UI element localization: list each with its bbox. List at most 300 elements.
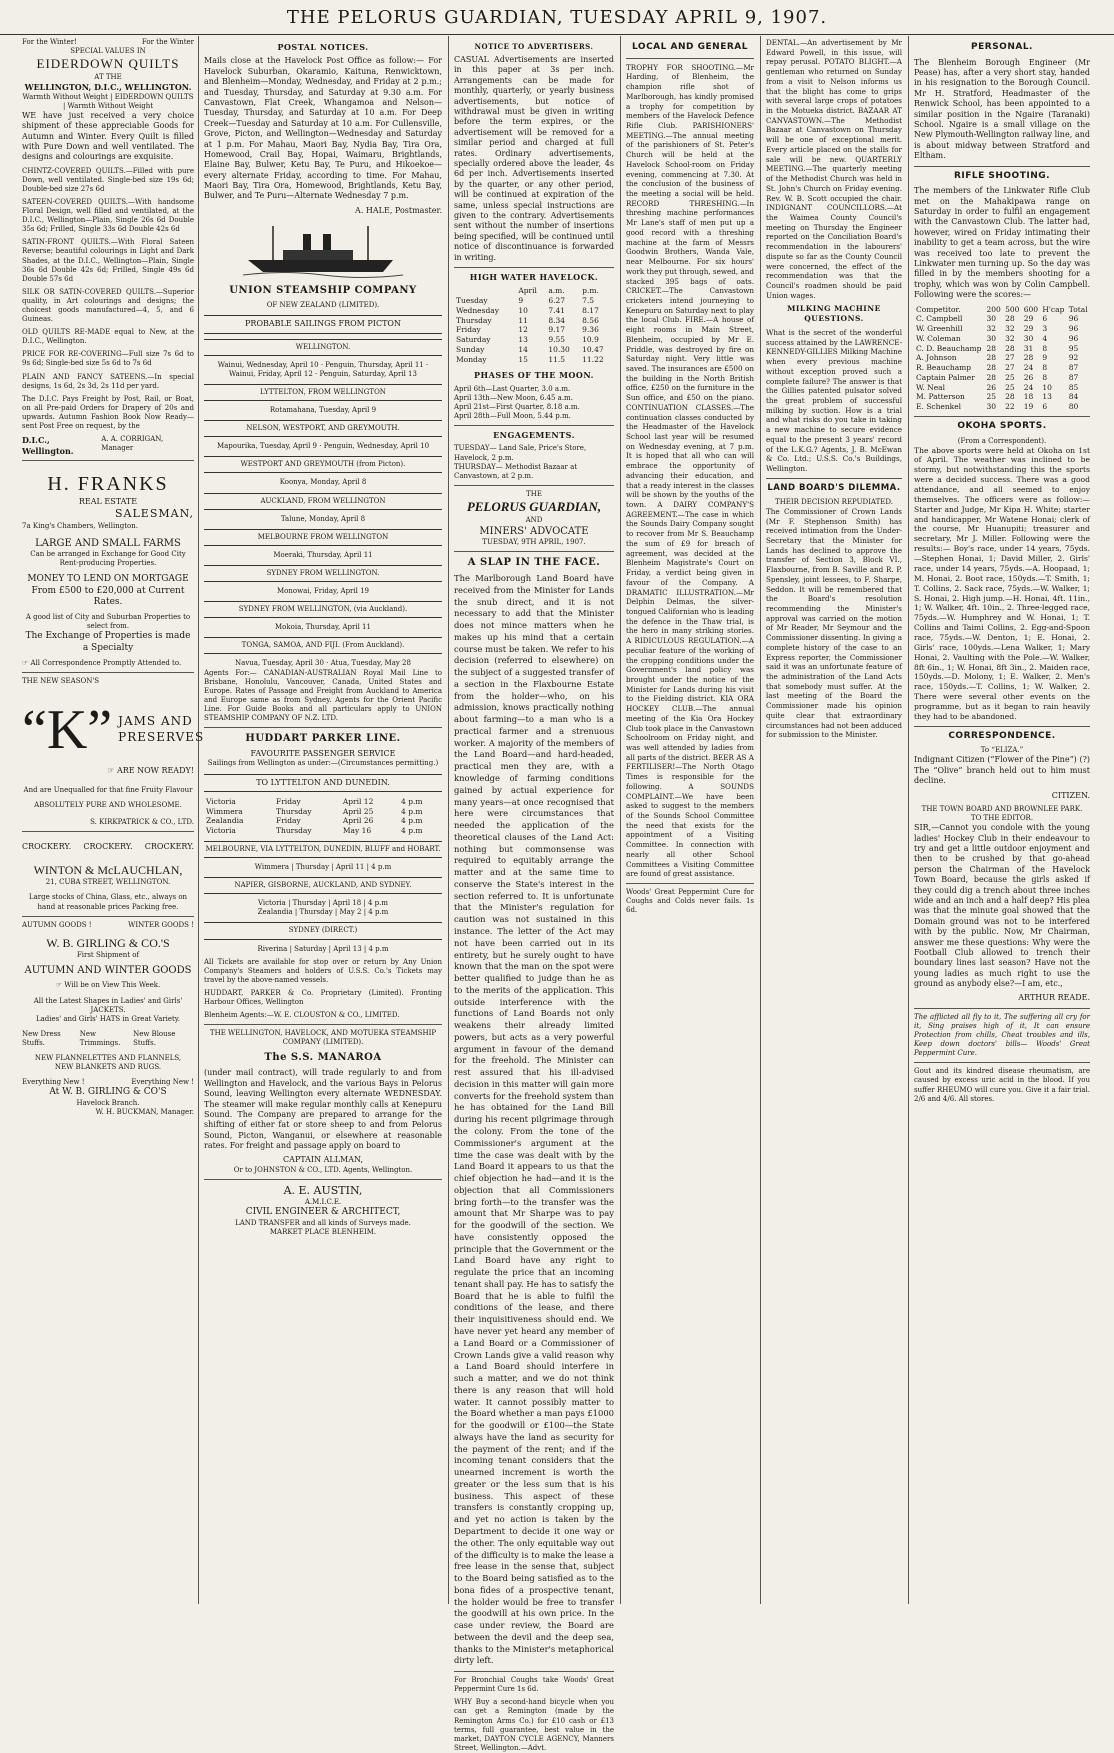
k-new-season: THE NEW SEASON'S [22, 676, 100, 685]
rifle-row [914, 324, 1090, 334]
franks-address: 7a King's Chambers, Wellington. [22, 521, 138, 530]
huddart-cell: Victoria [206, 826, 236, 836]
corr-eliza: To “ELIZA.” [980, 746, 1024, 755]
rifle-cell: 18 [1023, 392, 1034, 402]
huddart-cell: Friday [276, 796, 301, 806]
huddart-cell: April 26 [342, 816, 374, 826]
high-water-row [454, 306, 614, 316]
girling-goods: AUTUMN AND WINTER GOODS [24, 965, 192, 977]
girling-autumn: AUTUMN GOODS ! [22, 920, 92, 929]
rifle-cell: 10 [1042, 382, 1052, 392]
engagement-row: THURSDAY— Methodist Bazaar at Canvastown, at 2 p.m. [454, 462, 578, 480]
rifle-row [914, 314, 1090, 324]
high-water-cell: 10 [518, 305, 528, 315]
sailings-list [204, 339, 442, 669]
high-water-cell: 13 [518, 335, 528, 345]
dic-at: AT THE [94, 73, 122, 82]
rifle-cell: 30 [986, 314, 997, 324]
high-water-cell: Thursday [456, 315, 492, 325]
okoha-title: OKOHA SPORTS. [957, 420, 1047, 431]
rifle-cell: 96 [1068, 333, 1079, 343]
sailing-heading: WESTPORT AND GREYMOUTH (from Picton). [204, 456, 442, 473]
sailing-text: Monowai, Friday, April 19 [276, 587, 370, 596]
girling-view: Will be on View This Week. [64, 981, 161, 990]
dilemma-text: The Commissioner of Crown Lands (Mr F. Stephenson Smith) has received intimation from the Under-Secretary that the Minister for Lands has declined to approve the transfer of Section 3, Block VI., Flaxbourne, from B. Saville and R. P. Spensley, joint lessees, to F. Sharpe, Seddon. It will be remembered that the Board's resolution recommending the Minister's approval was carried on the motion of Mr Reader, Mr Seymour and the Commissioner dissenting. In giving a complete history of the case to an Express reporter, the Commissioner said it was an unfortunate feature of the administration of the Land Acts that somebody must suffer. At the last meeting of the Board the Commissioner made his opinion quite clear that extraordinary circumstances had not been adduced for submission to the Minister. [766, 506, 902, 740]
rifle-cell: 6 [1042, 314, 1048, 324]
austin-name: A. E. AUSTIN, [283, 1183, 363, 1197]
corr-sign-1: CITIZEN. [1051, 790, 1090, 800]
high-water-row [454, 335, 614, 345]
sailing-text: Koonya, Monday, April 8 [279, 478, 367, 487]
crockery-label: CROCKERY. [144, 842, 194, 852]
huddart-sydney-row: Riverina | Saturday | April 13 | 4 p.m [257, 944, 389, 953]
rifle-cell: 87 [1068, 372, 1079, 382]
rifle-cell: 32 [1005, 333, 1015, 343]
okoha-subtitle: (From a Correspondent). [957, 436, 1047, 445]
girling-hats: Ladies' and Girls' HATS in Great Variety. [35, 1014, 181, 1023]
high-water-row [454, 345, 614, 355]
girling-shapes: All the Latest Shapes in Ladies' and Girls' JACKETS. [33, 996, 183, 1014]
rifle-cell: 22 [1005, 402, 1015, 412]
franks-money: MONEY TO LEND ON MORTGAGE [27, 573, 189, 584]
huddart-row [204, 816, 442, 826]
huddart-cell: 4 p.m [401, 806, 423, 816]
personal-text: The Blenheim Borough Engineer (Mr Pease) has, after a very short stay, handed in his resignation to the Borough Council. Mr H. Stratford, Headmaster of the Renwick School, has been appointed to a similar position in the Ngaire (Taranaki) School. Ngaire is a small village on the New Plymouth-Wellington railway line, and is about midway between Stratford and Eltham. [914, 57, 1090, 161]
masthead [0, 0, 1114, 35]
huddart-melbourne-row: Wimmera | Thursday | April 11 | 4 p.m [254, 863, 392, 872]
high-water-cell: Wednesday [456, 305, 499, 315]
rifle-cell: 30 [1023, 333, 1034, 343]
high-water-cell: 7.41 [548, 305, 566, 315]
sailing-heading: SYDNEY FROM WELLINGTON, (via Auckland). [204, 601, 442, 618]
high-water-cell: 10.30 [548, 344, 570, 354]
sailing-heading: NELSON, WESTPORT, AND GREYMOUTH. [204, 420, 442, 437]
paper-advocate: MINERS' ADVOCATE [479, 525, 589, 537]
dic-item: CHINTZ-COVERED QUILTS.—Filled with pure Down, well ventilated. Single-bed size 19s 6d; Double-bed size 27s 6d [22, 166, 194, 193]
high-water-cell: Sunday [456, 344, 485, 354]
rifle-cell: 32 [1005, 324, 1015, 334]
huddart-title: HUDDART PARKER LINE. [245, 733, 401, 745]
huddart-company: HUDDART, PARKER & Co. Proprietary (Limited). Fronting Harbour Offices, Wellington [204, 988, 442, 1006]
dic-top-line [22, 38, 194, 47]
high-water-cell: 11.22 [582, 354, 604, 364]
huddart-cell: Thursday [276, 806, 312, 816]
sailing-text: Navua, Tuesday, April 30 · Atua, Tuesday, May 28 [235, 659, 411, 668]
pointing-hand-icon: ☞ [22, 658, 29, 667]
high-water-cell: 15 [518, 354, 528, 364]
austin-title: CIVIL ENGINEER & ARCHITECT, [245, 1207, 401, 1218]
usc-title: UNION STEAMSHIP COMPANY [229, 285, 417, 297]
huddart-destination: TO LYTTELTON AND DUNEDIN. [204, 774, 442, 792]
franks-salesman: SALESMAN, [115, 507, 194, 521]
rifle-cell: 96 [1068, 314, 1079, 324]
ad-peppermint: For Bronchial Coughs take Woods' Great Peppermint Cure 1s 6d. [454, 1676, 614, 1694]
milking-text: What is the secret of the wonderful success attained by the LAWRENCE-KENNEDY-GILLIES Milking Machine when every previous machine without exception proved such a complete failure? The answer is that the Gillies patented pulsator solved the great problem of successful milking by suction. How is a trial and what risks do you take in taking a new machine to secure evidence equal to the present 3 years' record of the L.K.G.? Agents, J. B. McEwan & Co. Ltd.; U.S.S. Co.'s Buildings, Wellington. [766, 327, 902, 473]
peppermint-poem: The afflicted all fly to it, The suffering all cry for it, Sing praises high of it, It can ensure Protection from chills, Cheat troubles and ills, Keep down doctors' bills— Woods' Great Peppermint Cure. [914, 1012, 1090, 1058]
high-water-cell: 7.5 [582, 296, 595, 306]
rifle-cell: 4 [1042, 333, 1048, 343]
rifle-cell: 30 [986, 333, 997, 343]
column-rule [198, 36, 199, 1604]
rifle-cell: 3 [1042, 324, 1048, 334]
rifle-cell: 8 [1042, 363, 1048, 373]
k-jams: JAMS AND [118, 714, 193, 729]
huddart-agents: Blenheim Agents:—W. E. CLOUSTON & CO., LIMITED. [204, 1011, 400, 1020]
huddart-cell: May 16 [342, 826, 372, 836]
sailing-heading: TONGA, SAMOA, AND FIJI. (From Auckland). [204, 637, 442, 654]
rifle-cell: 31 [1023, 343, 1034, 353]
dic-item: SATEEN-COVERED QUILTS.—With handsome Floral Design, well filled and ventilated, at the D.I.C., Wellington—Plain, Single 26s 6d Double 35s 6d; Frilled, Single 33s 6d Double 42s 6d [22, 197, 194, 234]
sailing-text: Talune, Monday, April 8 [280, 514, 366, 523]
rifle-head-cell: 200 [986, 304, 1001, 314]
dic-item: SATIN-FRONT QUILTS.—With Floral Sateen Reverse; beautiful colourings in Light and Dark Shades, at the D.I.C., Wellington—Plain, Single 36s 6d Double 42s 6d; Frilled, Single 49s 6d Double 57s 6d [22, 238, 194, 283]
k-preserves: PRESERVES [118, 729, 205, 744]
dic-sign [22, 435, 194, 456]
column-shipping [204, 38, 442, 1603]
rifle-row [914, 402, 1090, 412]
column-rule [908, 36, 909, 1604]
engagements-title: ENGAGEMENTS. [493, 430, 575, 441]
rifle-row [914, 363, 1090, 373]
rifle-title: RIFLE SHOOTING. [953, 170, 1051, 181]
girling-first: First Shipment of [76, 951, 140, 960]
moon-row: April 13th—New Moon, 6.45 a.m. [454, 393, 573, 402]
dic-item: PRICE FOR RE-COVERING—Full size 7s 6d to 9s 6d; Single-bed size 5s 6d to 7s 6d [22, 350, 194, 368]
huddart-melbourne: MELBOURNE, VIA LYTTELTON, DUNEDIN, BLUFF and HOBART. [204, 841, 442, 858]
huddart-note: All Tickets are available for stop over or return by Any Union Company's Steamers and holders of U.S.S. Co.'s Tickets may travel by the above-named vessels. [204, 957, 442, 984]
usc-agents: Agents For:— CANADIAN-AUSTRALIAN Royal Mail Line to Brisbane, Honolulu, Vancouver, Canada, United States and Europe. Rates of Passage and Freight from Auckland to America and Europe same as from Sydney. Agents for the Orient Pacific Line. For Guide Books and all particulars apply to UNION STEAMSHIP COMPANY OF N.Z. LTD. [204, 668, 442, 722]
huddart-napier: NAPIER, GISBORNE, AUCKLAND, AND SYDNEY. [204, 877, 442, 894]
okoha-text: The above sports were held at Okoha on 1st of April. The weather was inclined to be stormy, but notwithstanding this the sports were a decided success. There was a good attendance, and all seemed to enjoy themselves. The officers were as follow:—Starter and Judge, Mr Kipa H. White; starter and handicapper, Mr Watene Honai; clerk of the course, Mr Huanupiti; treasurer and secretary, Mr J. Miller. Following were the results:— Boy's race, under 14 years, 75yds.—Stephen Honai, 1; David Miller, 2. Girls' race, under 14 years, 75yds.—A. Hoopaad, 1; M. Honai, 2. Boot race, 150yds.—T. Smith, 1; T. Collins, 2. Sack race, 75yds.—W. Walker, 1; S. Honai, 2. High jump.—H. Honai, 4ft. 11in., 1; W. Walker, 4ft. 10in., 2. Three-legged race, 75yds.—W. Humphrey and W. Honai, 1; T. Collins and Taimi Collins, 2. Egg-and-Spoon race, 75yds.—W. Denton, 1; E. Honai, 2. Girls' race, 100yds.—Lena Walker, 1; Mary Honai, 2. Vaulting with the Pole.—W. Walker, 8ft 6in., 1; W. Honai, 8ft 3in., 2. Maiden race, 150yds.—D. Molony, 1; E. Walker, 2. Men's race, 150yds.—T. Collins, 1; W. Walker, 2. There were several other events on the programme, but as it began to rain heavily they had to be abandoned. [914, 445, 1090, 721]
huddart-cell: Wimmera [206, 806, 243, 816]
girling-everything: Everything New ! [22, 1078, 85, 1087]
high-water-cell: Monday [456, 354, 487, 364]
corr-hockey-title: THE TOWN BOARD AND BROWNLEE PARK. [921, 805, 1083, 814]
rifle-cell: 92 [1068, 353, 1079, 363]
moon-row: April 6th—Last Quarter, 3.0 a.m. [454, 384, 571, 393]
rifle-head-cell: Total [1068, 304, 1088, 314]
rifle-cell: 13 [1042, 392, 1052, 402]
rifle-cell: 19 [1023, 402, 1034, 412]
dic-top-right: For the Winter [141, 38, 194, 46]
rifle-cell: 29 [1023, 314, 1034, 324]
rifle-cell: W. Greenhill [916, 324, 963, 334]
huddart-cell: Zealandia [206, 816, 244, 826]
dic-item: The D.I.C. Pays Freight by Post, Rail, or Boat, on all Pre-paid Orders for Drapery of 20s and upwards. Autumn Fashion Book Now Ready—sent Post Free on request, by the [22, 394, 194, 431]
dic-subtitle: WELLINGTON, D.I.C., WELLINGTON. [24, 82, 192, 93]
rifle-row [914, 353, 1090, 363]
high-water-row [454, 316, 614, 326]
franks-exchange: Can be arranged in Exchange for Good City Rent-producing Properties. [30, 549, 186, 567]
sailing-text: Rotamahana, Tuesday, April 9 [269, 406, 377, 415]
usc-sub: OF NEW ZEALAND (LIMITED). [266, 301, 380, 310]
rifle-cell: 8 [1042, 343, 1048, 353]
personal-title: PERSONAL. [971, 42, 1033, 52]
sailing-heading: WELLINGTON. [204, 339, 442, 356]
girling-manager: W. H. BUCKMAN, Manager. [95, 1108, 194, 1117]
girling-branch: Havelock Branch. [76, 1098, 140, 1107]
huddart-cell: Thursday [276, 826, 312, 836]
corr-text-2: SIR,—Cannot you condole with the young ladies' Hockey Club in their endeavour to try and get a little outdoor enjoyment and then to be crushed by that go-ahead person the Chairman of the Havelock Town Board, because the girls asked if they could dig a trench about three inches wide and an inch and a half deep? His plea was that the minute goal showed that the Domain ground was not to be interfered with by the public. Now, Mr Chairman, answer me these questions: Why were the Football Club allowed to trench their boundary lines last season? Have not the young ladies as much right to use the ground as anybody else?—I am, etc., [914, 823, 1090, 989]
dic-sign-left: D.I.C., Wellington. [22, 435, 74, 456]
crockery-row [22, 842, 194, 852]
rifle-cell: 28 [986, 372, 997, 382]
column-local-general [626, 38, 754, 1603]
column-rule [448, 36, 449, 1604]
manaroa-captain: CAPTAIN ALLMAN, [282, 1155, 364, 1165]
dic-title: EIDERDOWN QUILTS [36, 56, 180, 72]
high-water-cell: 9 [518, 296, 524, 306]
girling-at: At W. B. GIRLING & CO'S [49, 1087, 167, 1098]
rifle-cell: 28 [1005, 392, 1015, 402]
dic-top-left: For the Winter! [22, 38, 77, 46]
rifle-cell: 30 [986, 402, 997, 412]
girling-stuff: New Trimmings. [79, 1029, 121, 1047]
paper-date: TUESDAY, 9TH APRIL, 1907. [482, 537, 586, 546]
rifle-cell: 28 [1005, 314, 1015, 324]
high-water-row [454, 325, 614, 335]
rifle-cell: 87 [1068, 363, 1079, 373]
high-water-cell: Tuesday [456, 296, 488, 306]
huddart-sailings: Sailings from Wellington as under:—(Circumstances permitting.) [207, 759, 439, 768]
high-water-cell: 10.9 [582, 335, 599, 345]
rifle-row [914, 373, 1090, 383]
high-water-cell: 11 [518, 315, 528, 325]
rifle-cell: 24 [1023, 363, 1034, 373]
girling-everything: Everything New ! [131, 1078, 194, 1087]
rifle-head-cell: 600 [1023, 304, 1039, 314]
rifle-row [914, 344, 1090, 354]
rifle-cell: 26 [986, 382, 997, 392]
high-water-cell: 6.27 [548, 296, 566, 306]
rifle-cell: E. Schenkel [916, 402, 962, 412]
dic-warmth-line: Warmth Without Weight | EIDERDOWN QUILTS | Warmth Without Weight [22, 92, 194, 110]
manaroa-title: The S.S. MANAROA [264, 1052, 382, 1064]
rifle-cell: 80 [1068, 402, 1079, 412]
usc-probable: PROBABLE SAILINGS FROM PICTON [204, 315, 442, 333]
high-water-title: HIGH WATER HAVELOCK. [469, 271, 599, 282]
dic-intro: WE have just received a very choice shipment of these appreciable Goods for Autumn and Winter. Every Quilt is filled with Pure Down and well ventilated. The designs and colourings are exquisite. [22, 110, 194, 162]
huddart-napier-row: Victoria | Thursday | April 18 | 4 p.m [257, 899, 389, 908]
paper-the: THE [526, 489, 542, 498]
postal-text: Mails close at the Havelock Post Office as follow:— For Havelock Suburban, Okaramio, Kaituna, Renwicktown, and Blenheim—Monday, Wednesday, and Friday at 2 p.m.; and Tuesday, Thursday, and Saturday at 9.30 a.m. For Canvastown, Flat Creek, Whangamoa and Nelson—Tuesday, Thursday, and Saturday at 10 a.m. For Deep Creek—Tuesday and Saturday at 10 a.m. For Cullensville, Grove, Picton, and Wellington—Wednesday and Saturday at 1 p.m. For Mahau, Maori Bay, Nydia Bay, Tira Ora, Homewood, Crail Bay, Hopai, Waimaru, Brightlands, Elaine Bay, Bulwer, Ketu Bay, Te Puru, and Hikoekoe—every alternate Friday, according to time. For Mahau, Maori Bay, Tira Ora, Homewood, Brightlands, Ketu Bay, Bulwer, and Te Puru—Alternate Wednesday 7 p.m. [204, 56, 442, 201]
crockery-label: CROCKERY. [83, 842, 133, 852]
rifle-cell: W. Neal [916, 382, 946, 392]
high-water-row [454, 355, 614, 365]
rifle-table [914, 305, 1090, 412]
girling-stuffs [22, 1030, 194, 1048]
sailing-text: Mapourika, Tuesday, April 9 · Penguin, Wednesday, April 10 [216, 442, 430, 451]
corr-text-1: Indignant Citizen (“Flower of the Pine”) (?) The “Olive” branch held out to him must decline. [914, 755, 1090, 786]
hw-head: p.m. [582, 286, 599, 296]
k-letter: “K” [22, 698, 113, 761]
sailing-heading: MELBOURNE FROM WELLINGTON [204, 529, 442, 546]
franks-corr-text: All Correspondence Promptly Attended to. [30, 658, 182, 667]
huddart-cell: April 25 [342, 806, 374, 816]
ad-woods-cure: Woods' Great Peppermint Cure for Coughs and Colds never fails. 1s 6d. [626, 888, 754, 915]
k-ready: ARE NOW READY! [116, 765, 194, 775]
rifle-row [914, 392, 1090, 402]
high-water-cell: 11.5 [548, 354, 566, 364]
rifle-cell: W. Coleman [916, 333, 961, 343]
huddart-row [204, 807, 442, 817]
high-water-cell: 9.17 [548, 325, 566, 335]
huddart-row [204, 826, 442, 836]
girling-stuff: New Dress Stuffs. [22, 1029, 61, 1047]
pointing-hand-icon: ☞ [55, 981, 63, 990]
notice-text: CASUAL Advertisements are inserted in this paper at 3s per inch. Arrangements can be made for monthly, quarterly, or yearly business advertisements, but notice of withdrawal must be given in writing before the term expires, or the advertisement will be removed for a similar period and charged at full rates. Ordinary advertisements, specially ordered above the leader, 4s 6d per inch. Advertisements inserted by the quarter, or any other period, will be continued at expiration of the same, unless special instructions are given to the contrary. Advertisements sent without the number of insertions being specified, will be continued until notice of discontinuance is forwarded in writing. [454, 55, 614, 262]
paper-name: PELORUS GUARDIAN, [466, 498, 602, 514]
moon-row: April 21st—First Quarter, 8.18 a.m. [454, 402, 580, 411]
manaroa-text: (under mail contract), will trade regularly to and from Wellington and Havelock, and the various Bays in Pelorus Sound, leaving Wellington every alternate WEDNESDAY. The steamer will make regular monthly calls at Kenepuru Sound. The Company are prepared to arrange for the shifting of either fat or store sheep to and from Pelorus Sound, Picton, Wanganui, or elsewhere at reasonable rates. For freight and passage apply on board to [204, 1068, 442, 1151]
column-notices-editorial [454, 38, 614, 1752]
corr-sign-2: ARTHUR READE. [1018, 993, 1090, 1003]
winton-name: WINTON & McLAUCHLAN, [33, 862, 183, 877]
editorial-title: A SLAP IN THE FACE. [467, 557, 601, 568]
rifle-cell: 85 [1068, 382, 1079, 392]
rifle-row [914, 334, 1090, 344]
franks-name: H. FRANKS [47, 472, 169, 495]
news-text: DENTAL.—An advertisement by Mr Edward Powell, in this issue, will repay perusal. POTATO BLIGHT.—A gentleman who returned on Sunday from a visit to Nelson informs us that the blight has come to grips with several large crops of potatoes in the Motueka district. BAZAAR AT CANVASTOWN.—The Methodist Bazaar at Canvastown on Thursday will be one of exceptional merit. Every article placed on the stalls for sale will be new. QUARTERLY MEETING.—The quarterly meeting of the Methodist Church was held in St. John's Church on Friday evening. Rev. W. B. Scott occupied the chair. INDIGNANT COUNCILLORS.—At the Waimea County Council's meeting on Thursday the Engineer reported on the Conciliation Board's recommendation in the labourers' dispute so far as the County Council were concerned, the effect of the recommendation was that the Council's roadmen should be paid Union wages. [766, 38, 902, 300]
girling-winter: WINTER GOODS ! [128, 920, 194, 929]
dic-item: PLAIN AND FANCY SATEENS.—In special designs, 1s 6d, 2s 3d, 2s 11d per yard. [22, 372, 194, 390]
rifle-cell: 27 [1005, 353, 1015, 363]
sailing-heading: LYTTELTON, FROM WELLINGTON [204, 384, 442, 401]
huddart-cell: 4 p.m [401, 816, 423, 826]
rifle-cell: 27 [1005, 363, 1015, 373]
rifle-cell: C. Campbell [916, 314, 963, 324]
postal-sign: A. HALE, Postmaster. [355, 205, 442, 215]
steamship-icon [243, 220, 403, 280]
k-brand [22, 698, 205, 761]
rifle-cell: 28 [986, 343, 997, 353]
high-water-table [454, 286, 614, 364]
postal-title: POSTAL NOTICES. [277, 42, 369, 52]
hw-head: a.m. [548, 286, 565, 296]
franks-exchange-1: The Exchange of Properties is made [25, 631, 191, 642]
column-personal [914, 38, 1090, 1603]
dic-special-values: SPECIAL VALUES IN [70, 47, 146, 56]
k-agent: S. KIRKPATRICK & CO., LTD. [90, 818, 194, 827]
rifle-cell: Captain Palmer [916, 372, 975, 382]
huddart-cell: Victoria [206, 796, 236, 806]
notice-title: NOTICE TO ADVERTISERS. [474, 42, 594, 51]
rifle-cell: 28 [986, 353, 997, 363]
girling-every [22, 1078, 194, 1087]
editorial-text: The Marlborough Land Board have received from the Minister for Lands the snub direct, and it is not necessary to add that the Minister does not mince matters when he makes up his mind that a certain course must be taken. We refer to his decision (referred to elsewhere) on the subject of a suggested transfer of a section in the Flaxbourne Estate from the holder—who, on his admission, knows practically nothing about farming—to a man who is a practical farmer and a strenuous worker. A majority of the members of the Land Board—and hard-headed, practical men they are, with a knowledge of farming conditions gained by actual experience for many years—at once recognised that here were circumstances that needed the application of the theoretical clauses of the Land Act: nothing but commonsense was required to equitably arrange the matter and at the same time to conserve the State's interest in the section referred to. It is unfortunate that the Minister's regulation for caution was not sustained in this instance. The letter of the Act may not have been carried out in its entirety, but he surely ought to have known that the man on the spot were better qualified to judge than he as to the merits of the application. This outside interference with the functions of Land Boards not only weakens their already limited powers, but acts as a very powerful argument in favour of the demand for the freehold. The Minister can rest assured that his ill-advised decision in this matter will gain more converts for the freehold system than he has obtained for the Land Bill during his recent pilgrimage through the colony. From the tone of the Commissioner's argument at the time the case was dealt with by the Land Board it appears to us that the chief objection he had—and it is the objection that all Commissioners bring forth—to the transfer was the amount that Mr Sharpe was to pay for the goodwill of the section. We have consistently opposed the principle that the Government or the Land Board have any right to regulate the price that an incoming tenant shall pay. He has to satisfy the Board that he is able to fulfil the conditions of the lease, and there their inquisitiveness should end. We have never yet heard any member of a Land Board or a Commissioner of Crown Lands give a valid reason why a Land Board should interfere in such a matter, and we do not think there is any reason that will hold water. It cannot possibly matter to the Board whether a man pays £1000 for the goodwill or £100—the State always have the land as security for the payment of the rent; and if the incoming tenant considers that the unearned increment is worth the greater or the less sum that is his business. This aspect of these transfers is constantly cropping up, and yet no action is taken by the Department to decide it one way or the other. The only equitable way out of the difficulty is to make the lease a free lease in the sense that, subject to the Board being satisfied as to the bona fides of a prospective tenant, the holder would be free to transfer the goodwill at his own price. In the case under review, the Board are between the devil and the deep sea, thanks to the Minister's metaphorical dirty left. [454, 573, 614, 1666]
moon-title: PHASES OF THE MOON. [474, 370, 594, 381]
sailing-text: Mokoia, Thursday, April 11 [275, 623, 371, 632]
hw-head: April [518, 286, 537, 296]
column-rule [760, 36, 761, 1604]
rifle-head-cell: 500 [1005, 304, 1020, 314]
girling-blankets: NEW BLANKETS AND RUGS. [54, 1063, 162, 1072]
rifle-head-cell: H'cap [1042, 304, 1065, 314]
high-water-cell: 9.55 [548, 335, 566, 345]
sailing-text: Wainui, Wednesday, April 10 · Penguin, Thursday, April 11 · Wainui, Friday, April 12 · Penguin, Saturday, April 13 [217, 360, 429, 378]
rifle-cell: M. Patterson [916, 392, 965, 402]
moon-row: April 28th—Full Moon, 5.44 p.m. [454, 411, 571, 420]
rifle-cell: 25 [986, 392, 997, 402]
crockery-label: CROCKERY. [22, 842, 72, 852]
high-water-cell: Friday [456, 325, 481, 335]
rifle-cell: 6 [1042, 402, 1048, 412]
rifle-text: The members of the Linkwater Rifle Club met on the Mahakipawa range on Saturday in order to fulfil an engagement with the Canvastown Club. The latter had, however, wired on Friday intimating their inability to get a team across, but the wire was received too late to prevent the Linkwater men turning up. So the day was filled in by the members shooting for a trophy, which was won by Colin Campbell. Following were the scores:— [914, 186, 1090, 300]
winton-description: Large stocks of China, Glass, etc., always on hand at reasonable prices Packing free. [28, 893, 188, 911]
sailing-heading: AUCKLAND, FROM WELLINGTON [204, 493, 442, 510]
rifle-cell: 25 [1005, 382, 1015, 392]
sailing-text: Moeraki, Thursday, April 11 [273, 550, 373, 559]
dilemma-title: LAND BOARD'S DILEMMA. [767, 482, 901, 493]
rifle-cell: A. Johnson [916, 353, 957, 363]
rifle-cell: 25 [1005, 372, 1015, 382]
rifle-head-cell: Competitor. [916, 304, 961, 314]
rifle-cell: 95 [1068, 343, 1079, 353]
manaroa-or: Or to JOHNSTON & CO., LTD. Agents, Wellington. [233, 1165, 413, 1174]
franks-correspondence [22, 659, 194, 668]
huddart-row [204, 797, 442, 807]
high-water-cell: 10.47 [582, 344, 604, 354]
girling-view-line [22, 981, 194, 990]
high-water-cell: 8.17 [582, 305, 599, 315]
girling-stuff: New Blouse Stuffs. [133, 1029, 176, 1047]
rifle-cell: 24 [1023, 382, 1034, 392]
dic-sign-right: A. A. CORRIGAN, Manager [101, 435, 164, 453]
winton-address: 21, CUBA STREET, WELLINGTON. [45, 878, 171, 887]
franks-farms: LARGE AND SMALL FARMS [35, 537, 181, 549]
huddart-favourite: FAVOURITE PASSENGER SERVICE [250, 749, 396, 759]
high-water-cell: Saturday [456, 335, 491, 345]
rifle-cell: C. D. Beauchamp [916, 343, 982, 353]
milking-title: MILKING MACHINE QUESTIONS. [787, 304, 881, 324]
dic-item: OLD QUILTS RE-MADE equal to New, at the D.I.C., Wellington. [22, 328, 194, 346]
rifle-cell: R. Beauchamp [916, 363, 972, 373]
franks-real-estate: REAL ESTATE [78, 496, 138, 506]
rifle-cell: 96 [1068, 324, 1079, 334]
ad-bicycle: WHY Buy a second-hand bicycle when you can get a Remington (made by the Remington Arms Co.) for £10 cash or £13 terms, full guarantee, best value in the market, DAYTON CYCLE AGENCY, Manners Street, Wellington.—Advt. [454, 1698, 614, 1752]
huddart-cell: Friday [276, 816, 301, 826]
huddart-cell: 4 p.m [401, 826, 423, 836]
girling-flannel: NEW FLANNELETTES AND FLANNELS, [34, 1053, 182, 1062]
high-water-cell: 14 [518, 344, 528, 354]
high-water-cell: 8.56 [582, 315, 599, 325]
paper-and: AND [525, 515, 543, 524]
correspondence-title: CORRESPONDENCE. [948, 730, 1056, 741]
rifle-cell: 28 [1023, 353, 1034, 363]
rifle-cell: 8 [1042, 372, 1048, 382]
ad-rheumo: Gout and its kindred disease rheumatism, are caused by excess uric acid in the blood. If you suffer RHEUMO will cure you. Give it a fair trial. 2/6 and 4/6. All stores. [914, 1067, 1090, 1103]
rifle-cell: 32 [986, 324, 997, 334]
high-water-cell: 8.34 [548, 315, 566, 325]
huddart-sydney: SYDNEY (DIRECT.) [204, 922, 442, 939]
column-rule [620, 36, 621, 1604]
high-water-cell: 12 [518, 325, 528, 335]
girling-name: W. B. GIRLING & CO.'S [46, 935, 170, 950]
dilemma-subtitle: THEIR DECISION REPUDIATED. [775, 497, 893, 506]
local-general-title: LOCAL AND GENERAL [632, 42, 748, 52]
franks-list: A good list of City and Suburban Properties to select from. [25, 612, 191, 631]
austin-amice: A.M.I.C.E. [304, 1198, 342, 1207]
pointing-hand-icon: ☞ [107, 765, 115, 775]
huddart-cell: April 12 [342, 796, 374, 806]
rifle-cell: 26 [1023, 372, 1034, 382]
huddart-table [204, 797, 442, 836]
column-news [766, 38, 902, 1603]
k-unequalled: And are Unequalled for that fine Fruity Flavour [23, 786, 193, 795]
manaroa-company: THE WELLINGTON, HAVELOCK, AND MOTUEKA STEAMSHIP COMPANY (LIMITED). [209, 1029, 437, 1047]
huddart-cell: 4 p.m [401, 796, 423, 806]
rifle-cell: 84 [1068, 392, 1079, 402]
